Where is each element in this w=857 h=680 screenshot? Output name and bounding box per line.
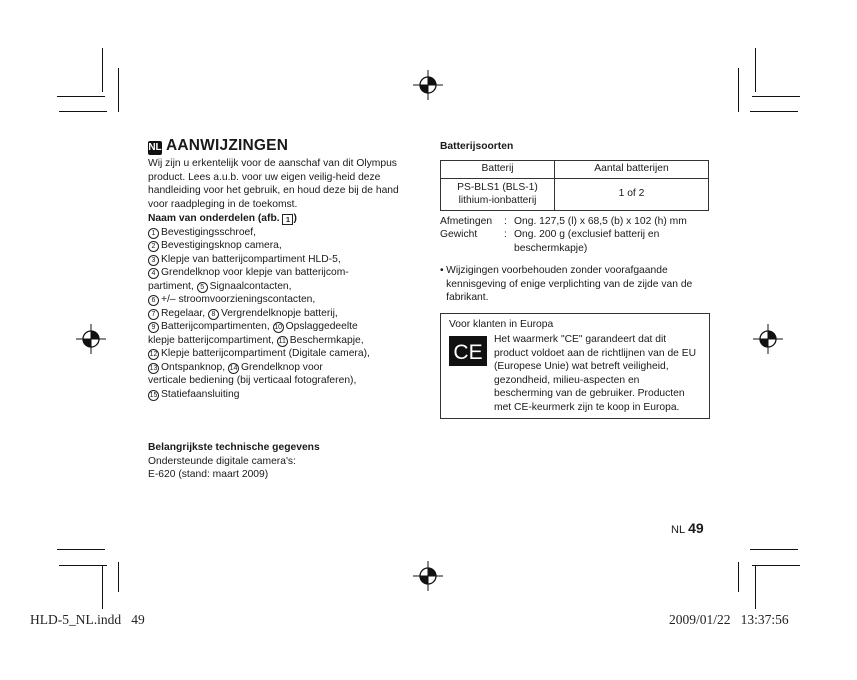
left-column bbox=[148, 157, 418, 482]
crop-mark bbox=[752, 96, 800, 97]
table-row bbox=[441, 178, 709, 210]
part-name: Signaalcontacten, bbox=[209, 280, 292, 292]
list-item bbox=[148, 374, 418, 388]
list-item bbox=[148, 334, 418, 348]
registration-mark-icon bbox=[413, 70, 443, 100]
parts-list bbox=[148, 226, 418, 402]
part-name: Grendelknop voor bbox=[240, 361, 323, 373]
table-header-cell: Batterij bbox=[441, 160, 555, 178]
part-name: Bevestigingsknop camera, bbox=[161, 240, 282, 251]
page-lang: NL bbox=[671, 524, 686, 536]
crop-mark bbox=[738, 68, 739, 112]
registration-mark-icon bbox=[413, 561, 443, 591]
ce-description: Het waarmerk "CE" garandeert dat dit product voldoet aan de richtlijnen van de EU (Europese Unie) wat betreft veiligheid, gezondheid, milieu-aspecten en bescherming van de gebruiker. Producten met CE-keurmerk zijn te koop in Europa. bbox=[494, 334, 697, 413]
part-name: Batterijcompartimenten, bbox=[161, 321, 273, 332]
europe-notice-box bbox=[440, 313, 710, 420]
crop-mark bbox=[750, 111, 798, 112]
crop-mark bbox=[118, 68, 119, 112]
crop-mark bbox=[118, 562, 119, 592]
part-name: verticale bediening (bij verticaal fotograferen), bbox=[148, 375, 357, 386]
slug-file: HLD-5_NL.indd 49 bbox=[30, 612, 145, 627]
crop-mark bbox=[59, 111, 107, 112]
part-name: Statiefaansluiting bbox=[161, 388, 240, 400]
battery-heading: Batterijsoorten bbox=[440, 141, 514, 152]
part-name: +/– stroomvoorzieningscontacten, bbox=[161, 294, 316, 305]
crop-mark bbox=[752, 565, 800, 566]
part-name: Klepje batterijcompartiment (Digitale camera), bbox=[161, 348, 370, 359]
figure-number: 1 bbox=[282, 214, 293, 225]
callout-number: 9 bbox=[148, 322, 159, 333]
spec-label: Gewicht bbox=[440, 229, 478, 240]
callout-number: 3 bbox=[148, 255, 159, 266]
table-cell: PS-BLS1 (BLS-1) lithium-ionbatterij bbox=[441, 178, 555, 210]
list-item bbox=[148, 307, 418, 321]
registration-mark-icon bbox=[76, 324, 106, 354]
part-name: partiment, bbox=[148, 280, 197, 292]
crop-mark bbox=[102, 565, 103, 609]
callout-number: 14 bbox=[229, 364, 238, 372]
registration-mark-icon bbox=[753, 324, 783, 354]
right-column bbox=[440, 140, 710, 419]
part-name: Klepje van batterijcompartiment HLD-5, bbox=[161, 253, 341, 265]
spec-label: Afmetingen bbox=[440, 215, 493, 227]
crop-mark bbox=[57, 549, 105, 550]
ce-mark-icon bbox=[449, 336, 487, 366]
list-item bbox=[148, 239, 418, 253]
notice-bullet bbox=[440, 264, 710, 305]
callout-number: 8 bbox=[208, 309, 219, 320]
spec-value: Ong. 127,5 (l) x 68,5 (b) x 102 (h) mm bbox=[514, 215, 687, 227]
part-name: Grendelknop voor klepje van batterijcom- bbox=[161, 267, 349, 278]
part-name: Ontspanknop, bbox=[161, 361, 228, 373]
list-item bbox=[148, 280, 418, 294]
part-name: Regelaar, bbox=[161, 307, 208, 319]
callout-number: 11 bbox=[278, 337, 286, 345]
slug-date: 2009/01/22 13:37:56 bbox=[669, 612, 789, 627]
page-number bbox=[671, 520, 704, 536]
page-title: AANWIJZINGEN bbox=[166, 137, 289, 154]
callout-number: 15 bbox=[149, 391, 158, 399]
list-item bbox=[148, 253, 418, 267]
specs-heading: Belangrijkste technische gegevens bbox=[148, 442, 320, 453]
crop-mark bbox=[57, 96, 105, 97]
language-badge: NL bbox=[148, 142, 162, 153]
part-name: Vergrendelknopje batterij, bbox=[220, 307, 338, 319]
list-item bbox=[148, 347, 418, 361]
battery-table bbox=[440, 160, 709, 211]
crop-mark bbox=[102, 48, 103, 92]
table-header-row bbox=[441, 160, 709, 178]
table-header-cell: Aantal batterijen bbox=[555, 160, 709, 178]
callout-number: 2 bbox=[148, 241, 159, 252]
list-item bbox=[148, 320, 418, 334]
list-item bbox=[148, 361, 418, 375]
part-name: Opslaggedeelte bbox=[285, 321, 358, 332]
callout-number: 7 bbox=[148, 309, 159, 320]
callout-number: 4 bbox=[148, 268, 159, 279]
crop-mark bbox=[59, 565, 107, 566]
notice-text: Wijzigingen voorbehouden zonder voorafgaande kennisgeving of enige verplichting van de zijde van de fabrikant. bbox=[446, 265, 693, 303]
crop-mark bbox=[738, 562, 739, 592]
callout-number: 10 bbox=[274, 324, 282, 331]
specs-line: E-620 (stand: maart 2009) bbox=[148, 469, 269, 480]
europe-heading: Voor klanten in Europa bbox=[449, 318, 554, 330]
list-item bbox=[148, 293, 418, 307]
part-name: klepje batterijcompartiment, bbox=[148, 334, 277, 346]
list-item bbox=[148, 226, 418, 240]
part-name: Bevestigingsschroef, bbox=[161, 226, 257, 238]
bullet-icon: • bbox=[440, 265, 444, 276]
table-cell: 1 of 2 bbox=[555, 178, 709, 210]
specs-line: Ondersteunde digitale camera's: bbox=[148, 455, 296, 467]
page-number-value: 49 bbox=[688, 520, 704, 536]
callout-number: 13 bbox=[149, 364, 158, 372]
callout-number: 12 bbox=[149, 351, 158, 358]
callout-number: 1 bbox=[148, 228, 159, 239]
callout-number: 6 bbox=[148, 295, 159, 306]
crop-mark bbox=[750, 549, 798, 550]
intro-paragraph: Wij zijn u erkentelijk voor de aanschaf van dit Olympus product. Lees a.u.b. voor uw eigen veilig-heid deze handleiding voor het gebruik, en houd deze bij de hand voor raadpleging in de toekomst. bbox=[148, 158, 399, 210]
callout-number: 5 bbox=[197, 282, 208, 293]
list-item bbox=[148, 266, 418, 280]
svg-text:CE: CE bbox=[453, 341, 483, 364]
dimension-specs: Afmetingen : Ong. 127,5 (l) x 68,5 (b) x 102 (h) mm Gewicht : Ong. 200 g (exclusief batterij en beschermkapje) bbox=[440, 215, 710, 256]
list-item bbox=[148, 388, 418, 402]
crop-mark bbox=[755, 565, 756, 609]
part-name: Beschermkapje, bbox=[289, 334, 364, 346]
spec-value: Ong. 200 g (exclusief batterij en beschermkapje) bbox=[514, 229, 660, 254]
crop-mark bbox=[755, 48, 756, 92]
parts-heading: Naam van onderdelen (afb. 1 ) bbox=[148, 213, 297, 224]
